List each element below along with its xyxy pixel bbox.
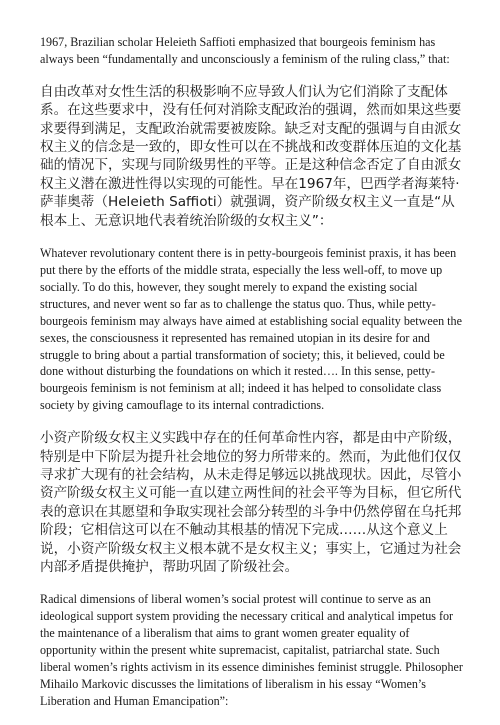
paragraph-english-radical-dimensions: Radical dimensions of liberal women’s social protest will continue to serve as an ideological support system providing the necessary critical and analytical impetus for the maintenance of a liberalism that aims to grant women greater equality of opportunity within the present white supremacist, capitalist, patriarchal state. Such liberal women’s rights activism in its essence diminishes feminist struggle. Philosopher Mihailo Markovic discusses the limitations of liberalism in his essay “Women’s Liberation and Human Emancipation”:: [40, 592, 463, 708]
document-page: [40, 34, 464, 725]
paragraph-chinese-petty-bourgeois-quote: 小资产阶级女权主义实践中存在的任何革命性内容，都是由中产阶级，特别是中下阶层为提升社会地位的努力所带来的。然而，为此他们仅仅寻求扩大现有的社会结构，从未走得足够远以挑战现状。因此，尽管小资产阶级女权主义可能一直以建立两性间的社会平等为目标，但它所代表的意识在其愿望和争取实现社会部分转型的斗争中仍然停留在乌托邦阶段；它相信这可以在不触动其根基的情况下完成……从这个意义上说，小资产阶级女权主义根本就不是女权主义；事实上，它通过为社会内部矛盾提供掩护，帮助巩固了阶级社会。: [40, 430, 462, 575]
paragraph-chinese-liberal-reform: 自由改革对女性生活的积极影响不应导致人们认为它们消除了支配体系。在这些要求中，没有任何对消除支配政治的强调，然而如果这些要求要得到满足，支配政治就需要被废除。缺乏对支配的强调与自由派女权主义的信念是一致的，即女性可以在不挑战和改变群体压迫的文化基础的情况下，实现与同阶级男性的平等。正是这种信念否定了自由派女权主义潜在激进性得以实现的可能性。早在1967年，巴西学者海莱特·萨菲奥蒂（Heleieth Saffioti）就强调，资产阶级女权主义一直是“从根本上、无意识地代表着统治阶级的女权主义”：: [40, 83, 462, 229]
paragraph-english-saffioti-intro: 1967, Brazilian scholar Heleieth Saffioti emphasized that bourgeois feminism has always been “fundamentally and unconsciously a feminism of the ruling class,” that:: [40, 35, 450, 66]
paragraph-english-petty-bourgeois-quote: Whatever revolutionary content there is in petty-bourgeois feminist praxis, it has been put there by the efforts of the middle strata, especially the less well-off, to move up socially. To do this, however, they sought merely to expand the existing social structures, and never went so far as to challenge the status quo. Thus, while petty-bourgeois feminism may always have aimed at establishing social equality between the sexes, the consciousness it represented has remained utopian in its desire for and struggle to bring about a partial transformation of society; this, it believed, could be done without disturbing the foundations on which it rested…. In this sense, petty-bourgeois feminism is not feminism at all; indeed it has helped to consolidate class society by giving camouflage to its internal contradictions.: [40, 246, 462, 413]
